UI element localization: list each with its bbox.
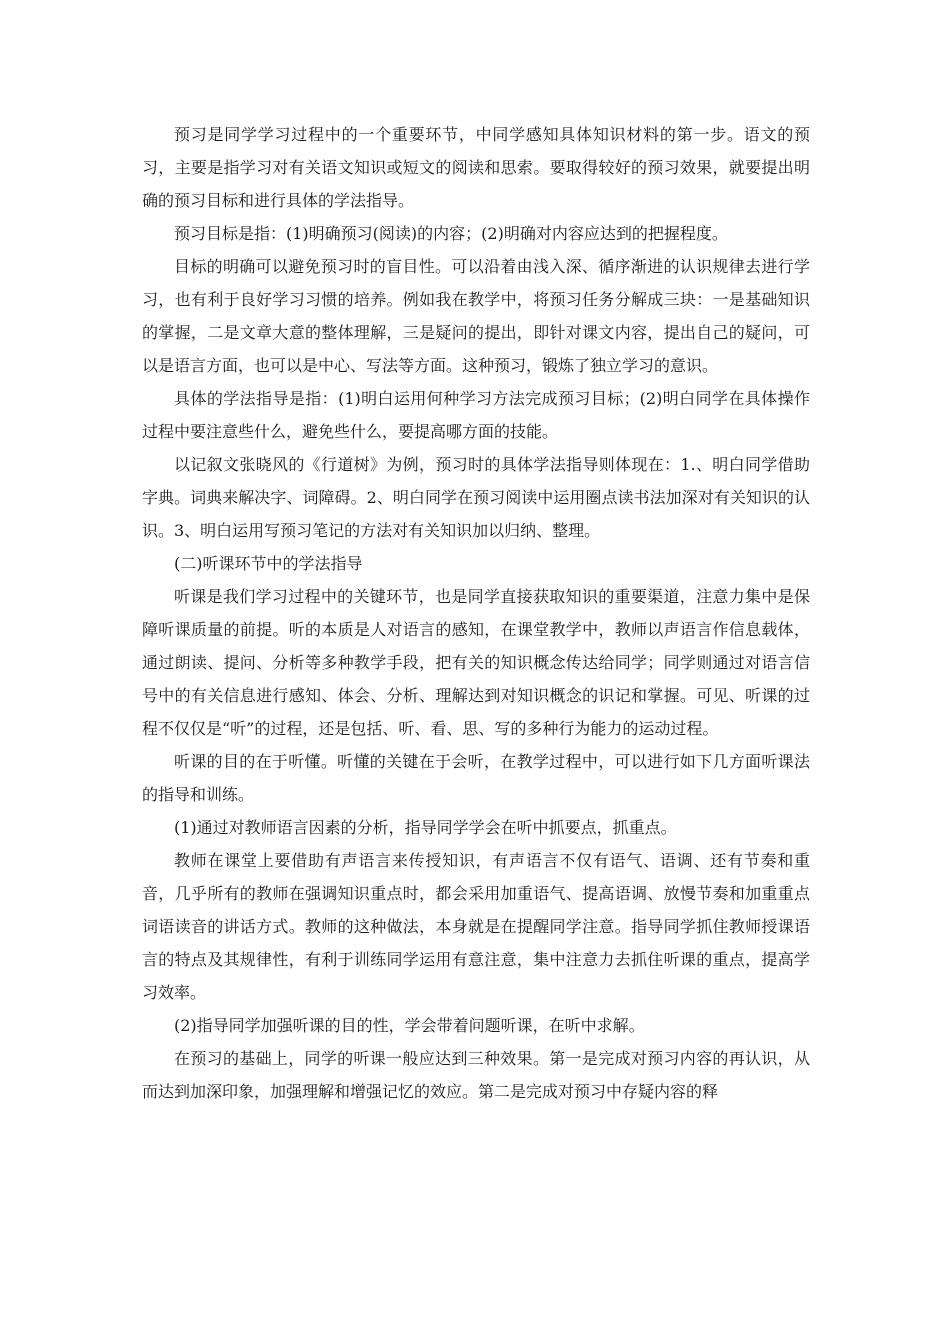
paragraph-point-1: (1)通过对教师语言因素的分析，指导同学学会在听中抓要点，抓重点。 (174, 818, 677, 837)
paragraph-example: 以记叙文张晓风的《行道树》为例，预习时的具体学法指导则体现在：1.、明白同学借助字典。词典来解决字、词障碍。2、明白同学在预习阅读中运用圈点读书法加深对有关知识的认识。3、明白运用写预习笔记的方法对有关知识加以归纳、整理。 (142, 455, 810, 540)
paragraph-listening-effects: 在预习的基础上，同学的听课一般应达到三种效果。第一是完成对预习内容的再认识，从而达到加深印象，加强理解和增强记忆的效应。第二是完成对预习中存疑内容的释 (142, 1049, 810, 1101)
paragraph-preview-goals: 预习目标是指：(1)明确预习(阅读)的内容；(2)明确对内容应达到的把握程度。 (174, 224, 728, 243)
section-heading-listening: (二)听课环节中的学法指导 (174, 554, 363, 573)
document-body (142, 118, 810, 1108)
paragraph-method-guidance: 具体的学法指导是指：(1)明白运用何种学习方法完成预习目标；(2)明白同学在具体操作过程中要注意些什么，避免些什么，要提高哪方面的技能。 (142, 389, 810, 441)
paragraph-point-2: (2)指导同学加强听课的目的性，学会带着问题听课，在听中求解。 (174, 1016, 645, 1035)
paragraph-teacher-language: 教师在课堂上要借助有声语言来传授知识，有声语言不仅有语气、语调、还有节奏和重音，几乎所有的教师在强调知识重点时，都会采用加重语气、提高语调、放慢节奏和加重重点词语读音的讲话方式。教师的这种做法，本身就是在提醒同学注意。指导同学抓住教师授课语言的特点及其规律性，有利于训练同学运用有意注意，集中注意力去抓住听课的重点，提高学习效率。 (142, 851, 810, 1002)
paragraph-preview-intro: 预习是同学学习过程中的一个重要环节，中同学感知具体知识材料的第一步。语文的预习，主要是指学习对有关语文知识或短文的阅读和思索。要取得较好的预习效果，就要提出明确的预习目标和进行具体的学法指导。 (142, 125, 810, 210)
paragraph-listening-purpose: 听课的目的在于听懂。听懂的关键在于会听，在教学过程中，可以进行如下几方面听课法的指导和训练。 (142, 752, 810, 804)
paragraph-listening-intro: 听课是我们学习过程中的关键环节，也是同学直接获取知识的重要渠道，注意力集中是保障听课质量的前提。听的本质是人对语言的感知，在课堂教学中，教师以声语言作信息载体，通过朗读、提问、分析等多种教学手段，把有关的知识概念传达给同学；同学则通过对语言信号中的有关信息进行感知、体会、分析、理解达到对知识概念的识记和掌握。可见、听课的过程不仅仅是“听”的过程，还是包括、听、看、思、写的多种行为能力的运动过程。 (142, 587, 810, 738)
paragraph-goal-clarity: 目标的明确可以避免预习时的盲目性。可以沿着由浅入深、循序渐进的认识规律去进行学习，也有利于良好学习习惯的培养。例如我在教学中，将预习任务分解成三块：一是基础知识的掌握，二是文章大意的整体理解，三是疑问的提出，即针对课文内容，提出自己的疑问，可以是语言方面，也可以是中心、写法等方面。这种预习，锻炼了独立学习的意识。 (142, 257, 810, 375)
